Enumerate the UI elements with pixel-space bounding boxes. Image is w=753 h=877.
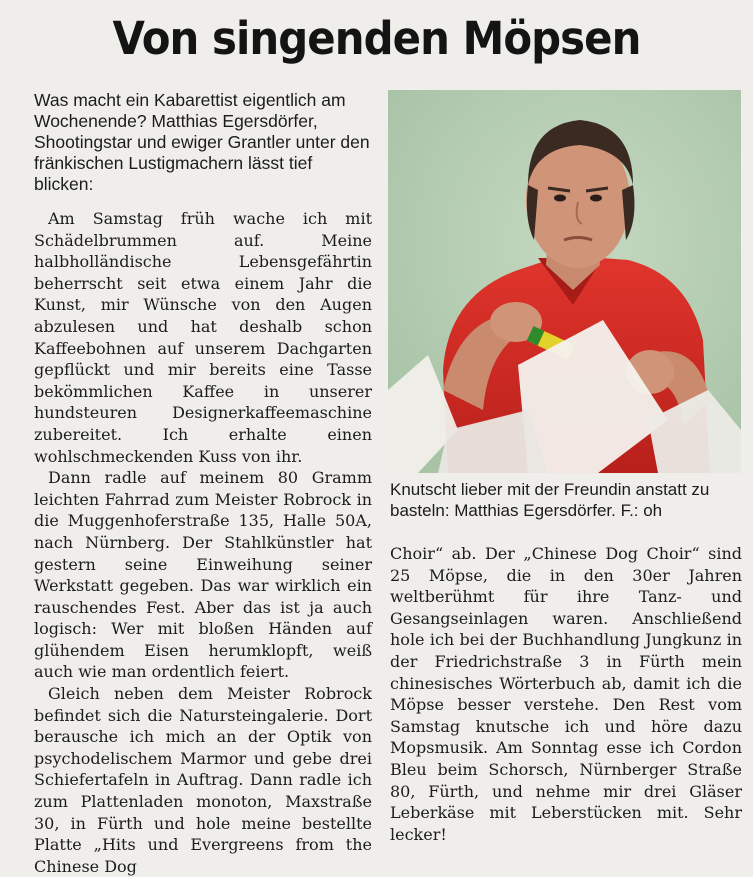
photo-caption: Knutscht lieber mit der Freundin anstatt zu basteln: Matthias Egersdörfer. F.: oh	[390, 480, 710, 520]
lead-paragraph: Was macht ein Kabarettist eigentlich am Wochenende? Matthias Egersdörfer, Shootingstar und ewiger Grantler unter den fränkischen Lustigmachern lässt tief blicken:	[34, 90, 370, 194]
paragraph-2: Dann radle auf meinem 80 Gramm leichten Fahrrad zum Meister Robrock in die Muggenhoferstraße 135, Halle 50A, nach Nürnberg. Der Stahlkünstler hat gestern seine Einweihung seiner Werkstatt gegeben. Das war wirklich ein rauschendes Fest. Aber das ist ja auch logisch: Wer mit bloßen Händen auf glühendem Eisen herumklopft, weiß auch wie man ordentlich feiert.	[34, 468, 372, 682]
paragraph-1: Am Samstag früh wache ich mit Schädelbrummen auf. Meine halbholländische Lebensgefährtin beherrscht seit etwa einem Jahr die Kunst, mir Wünsche von den Augen abzulesen und hat deshalb schon Kaffeebohnen auf unserem Dachgarten gepflückt und mir bereits eine Tasse bekömmlichen Kaffee in unserer hundsteuren Designerkaffeemaschine zubereitet. Ich erhalte einen wohlschmeckenden Kuss von ihr.	[34, 209, 372, 466]
paragraph-4: Choir“ ab. Der „Chinese Dog Choir“ sind 25 Möpse, die in den 30er Jahren weltberühmt für ihre Tanz- und Gesangseinlagen waren. Anschließend hole ich bei der Buchhandlung Jungkunz in der Friedrichstraße 3 in Fürth mein chinesisches Wörterbuch ab, damit ich die Möpse besser verstehe. Den Rest vom Samstag knutsche ich und höre dazu Mopsmusik. Am Sonntag esse ich Cordon Bleu beim Schorsch, Nürnberger Straße 80, Fürth, und nehme mir drei Gläser Leberkäse mit Leberstücken mit. Sehr lecker!	[390, 544, 742, 844]
portrait-illustration	[388, 90, 741, 473]
headline: Von singenden Möpsen	[112, 12, 641, 65]
portrait-photo	[388, 90, 741, 473]
paragraph-3: Gleich neben dem Meister Robrock befindet sich die Natursteingalerie. Dort berausche ich mich an der Optik von psychodelischem Marmor und gebe drei Schiefertafeln in Auftrag. Dann radle ich zum Plattenladen monoton, Maxstraße 30, in Fürth und hole meine bestellte Platte „Hits und Evergreens from the Chinese Dog	[34, 684, 372, 876]
left-column	[34, 208, 372, 877]
right-column	[390, 543, 742, 845]
